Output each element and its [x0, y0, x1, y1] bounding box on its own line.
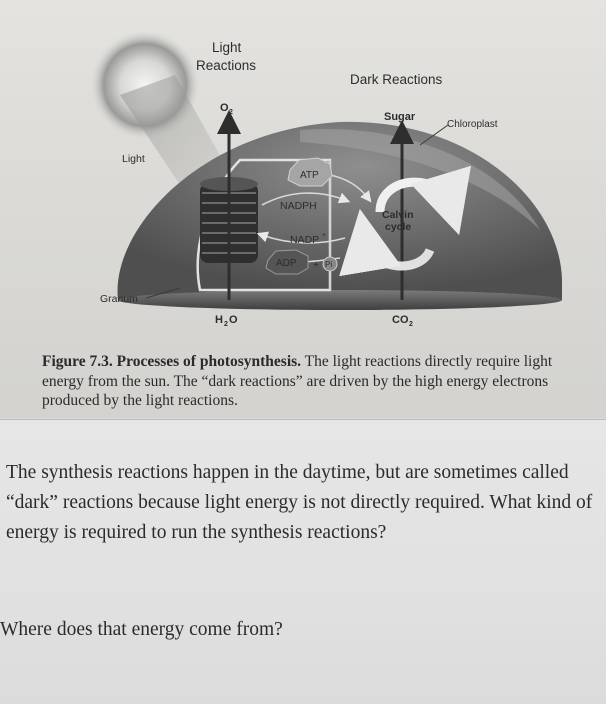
light-label: Light — [122, 153, 145, 165]
adp-label: ADP — [276, 258, 297, 269]
nadp-label: NADP — [290, 234, 320, 246]
calvin-label-line2: cycle — [385, 221, 412, 233]
sugar-label: Sugar — [384, 111, 416, 123]
h2o-subscript: 2 — [224, 321, 228, 328]
nadp-superscript: + — [322, 232, 327, 239]
dark-reactions-label: Dark Reactions — [350, 72, 443, 87]
calvin-label-line1: Calvin — [382, 209, 414, 221]
worksheet-question-2: Where does that energy come from? — [0, 619, 283, 640]
light-reactions-label-line2: Reactions — [196, 58, 257, 73]
co2-subscript: 2 — [409, 321, 413, 328]
granum-label: Granum — [100, 293, 138, 305]
worksheet-question-1: The synthesis reactions happen in the daytime, but are sometimes called “dark” reactions because light energy is not directly required. What kind of energy is required to run the synthesis reactions? — [6, 462, 593, 543]
photosynthesis-diagram — [0, 0, 606, 350]
chloroplast-label: Chloroplast — [447, 119, 498, 130]
nadph-label: NADPH — [280, 200, 317, 212]
o2-label: O — [220, 102, 229, 114]
h2o-o-label: O — [229, 314, 238, 326]
figure-caption-title: Figure 7.3. Processes of photosynthesis. — [42, 353, 302, 370]
plus-sign: + — [313, 260, 319, 271]
atp-label: ATP — [300, 170, 319, 181]
co2-label: CO — [392, 314, 409, 326]
pi-label: Pi — [325, 260, 333, 269]
h2o-h-label: H — [215, 314, 223, 326]
chloroplast-base — [118, 290, 562, 310]
figure-caption-text: The light reactions directly require light energy from the sun. The “dark reactions” are driven by the high energy electrons produced by the light reactions. — [42, 353, 553, 409]
o2-subscript: 2 — [229, 109, 233, 116]
figure-caption — [42, 352, 582, 411]
light-reactions-label-line1: Light — [212, 40, 242, 55]
